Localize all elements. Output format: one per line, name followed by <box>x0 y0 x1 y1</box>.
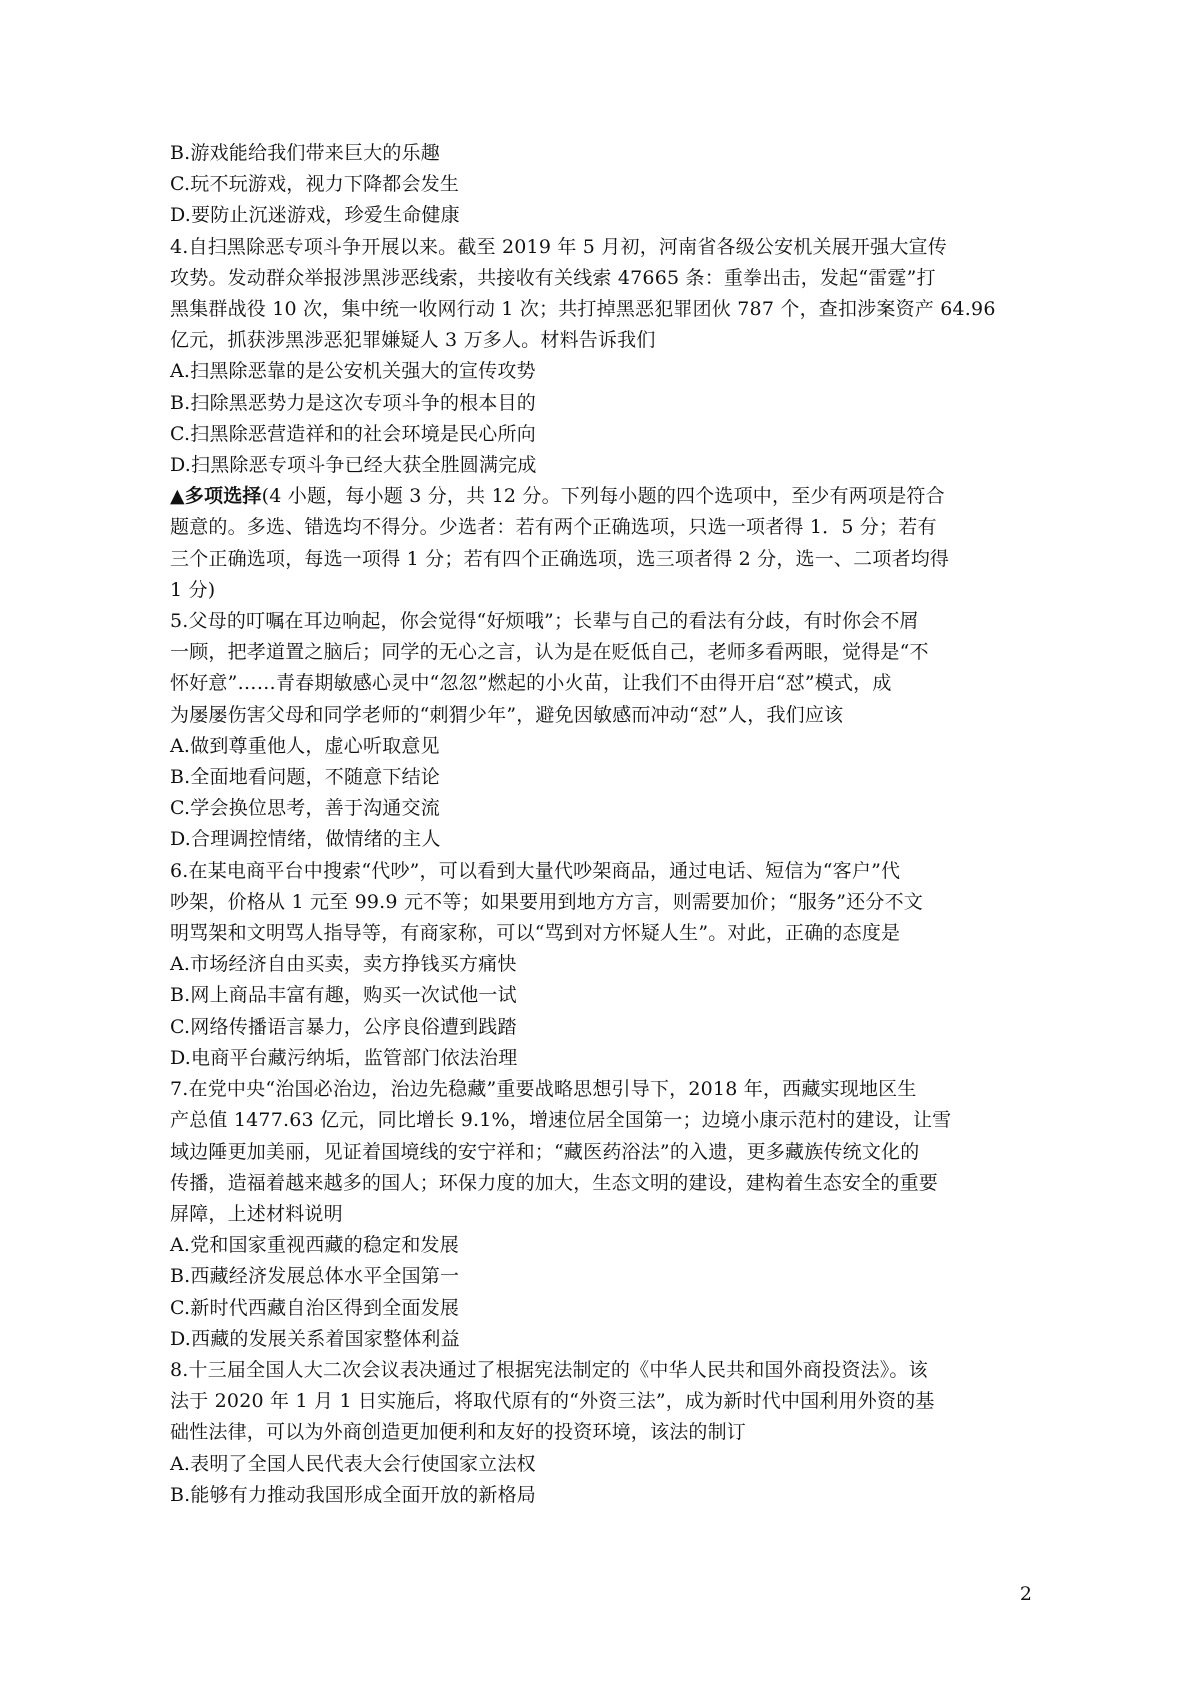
option-b: B.游戏能给我们带来巨大的乐趣 <box>170 142 441 164</box>
question-8 <box>170 1355 1034 1511</box>
question-stem-line: 础性法律，可以为外商创造更加便利和友好的投资环境，该法的制订 <box>170 1421 747 1444</box>
q3-options <box>170 138 1034 232</box>
question-stem-line: 域边陲更加美丽，见证着国境线的安宁祥和；“藏医药浴法”的入遗，更多藏族传统文化的 <box>170 1140 920 1163</box>
exam-page-content <box>170 138 1034 1511</box>
option-d: D.电商平台藏污纳垢，监管部门依法治理 <box>170 1046 518 1069</box>
section-instruction-line: 1 分) <box>170 578 216 601</box>
option-d: D.西藏的发展关系着国家整体利益 <box>170 1327 460 1350</box>
section-marker: ▲多项选择 <box>170 485 262 508</box>
question-stem-line: 屏障，上述材料说明 <box>170 1202 343 1225</box>
section-instruction-text: (4 小题，每小题 3 分，共 12 分。下列每小题的四个选项中，至少有两项是符合 <box>261 485 945 508</box>
option-b: B.网上商品丰富有趣，购买一次试他一试 <box>170 984 517 1007</box>
option-c: C.玩不玩游戏，视力下降都会发生 <box>170 173 460 196</box>
question-stem-line: 黑集群战役 10 次，集中统一收网行动 1 次；共打掉黑恶犯罪团伙 787 个，查扣涉案资产 64.96 <box>170 298 996 321</box>
option-b: B.能够有力推动我国形成全面开放的新格局 <box>170 1483 537 1506</box>
question-stem-line: 5.父母的叮嘱在耳边响起，你会觉得“好烦哦”；长辈与自己的看法有分歧，有时你会不屑 <box>170 610 919 633</box>
option-c: C.网络传播语言暴力，公序良俗遭到践踏 <box>170 1015 517 1038</box>
option-a: A.扫黑除恶靠的是公安机关强大的宣传攻势 <box>170 360 536 383</box>
option-a: A.市场经济自由买卖，卖方挣钱买方痛快 <box>170 953 517 976</box>
page-number: 2 <box>1019 1583 1032 1605</box>
option-a: A.党和国家重视西藏的稳定和发展 <box>170 1234 459 1257</box>
option-d: D.扫黑除恶专项斗争已经大获全胜圆满完成 <box>170 454 537 477</box>
question-stem-line: 怀好意”……青春期敏感心灵中“忽忽”燃起的小火苗，让我们不由得开启“怼”模式，成 <box>170 672 892 695</box>
question-stem-line: 亿元，抓获涉黑涉恶犯罪嫌疑人 3 万多人。材料告诉我们 <box>170 329 656 352</box>
option-c: C.新时代西藏自治区得到全面发展 <box>170 1296 460 1319</box>
option-a: A.表明了全国人民代表大会行使国家立法权 <box>170 1452 536 1475</box>
question-stem-line: 吵架，价格从 1 元至 99.9 元不等；如果要用到地方方言，则需要加价；“服务”还分不文 <box>170 890 923 913</box>
section-instruction-line: 三个正确选项，每选一项得 1 分；若有四个正确选项，选三项者得 2 分，选一、二项者均得 <box>170 547 950 570</box>
option-b: B.西藏经济发展总体水平全国第一 <box>170 1265 460 1288</box>
question-5 <box>170 606 1034 856</box>
question-stem-line: 一顾，把孝道置之脑后；同学的无心之言，认为是在贬低自己，老师多看两眼，觉得是“不 <box>170 641 929 664</box>
section-instructions <box>170 481 1034 606</box>
question-stem-line: 明骂架和文明骂人指导等，有商家称，可以“骂到对方怀疑人生”。对此，正确的态度是 <box>170 922 901 945</box>
question-stem-line: 攻势。发动群众举报涉黑涉恶线索，共接收有关线索 47665 条：重拳出击，发起“雷霆”打 <box>170 266 936 289</box>
option-b: B.全面地看问题，不随意下结论 <box>170 766 441 789</box>
question-stem-line: 6.在某电商平台中搜索“代吵”，可以看到大量代吵架商品，通过电话、短信为“客户”代 <box>170 859 901 882</box>
section-instruction-line: 题意的。多选、错选均不得分。少选者：若有两个正确选项，只选一项者得 1．5 分；若有 <box>170 516 937 539</box>
question-stem-line: 4.自扫黑除恶专项斗争开展以来。截至 2019 年 5 月初，河南省各级公安机关展开强大宣传 <box>170 235 947 258</box>
question-stem-line: 为屡屡伤害父母和同学老师的“刺猬少年”，避免因敏感而冲动“怼”人，我们应该 <box>170 703 844 726</box>
option-c: C.学会换位思考，善于沟通交流 <box>170 797 440 820</box>
option-d: D.合理调控情绪，做情绪的主人 <box>170 828 441 851</box>
question-4 <box>170 232 1034 482</box>
section-first-line <box>170 481 1034 512</box>
option-a: A.做到尊重他人，虚心听取意见 <box>170 734 440 757</box>
question-stem-line: 传播，造福着越来越多的国人；环保力度的加大，生态文明的建设，建构着生态安全的重要 <box>170 1171 939 1194</box>
option-b: B.扫除黑恶势力是这次专项斗争的根本目的 <box>170 391 537 414</box>
question-7 <box>170 1074 1034 1355</box>
option-d: D.要防止沉迷游戏，珍爱生命健康 <box>170 204 460 227</box>
question-stem-line: 法于 2020 年 1 月 1 日实施后，将取代原有的“外资三法”，成为新时代中国利用外资的基 <box>170 1390 935 1413</box>
option-c: C.扫黑除恶营造祥和的社会环境是民心所向 <box>170 422 536 445</box>
question-stem-line: 7.在党中央“治国必治边，治边先稳藏”重要战略思想引导下，2018 年，西藏实现地区生 <box>170 1078 917 1101</box>
question-6 <box>170 856 1034 1074</box>
question-stem-line: 8.十三届全国人大二次会议表决通过了根据宪法制定的《中华人民共和国外商投资法》。该 <box>170 1358 928 1381</box>
question-stem-line: 产总值 1477.63 亿元，同比增长 9.1%，增速位居全国第一；边境小康示范村的建设，让雪 <box>170 1109 952 1132</box>
